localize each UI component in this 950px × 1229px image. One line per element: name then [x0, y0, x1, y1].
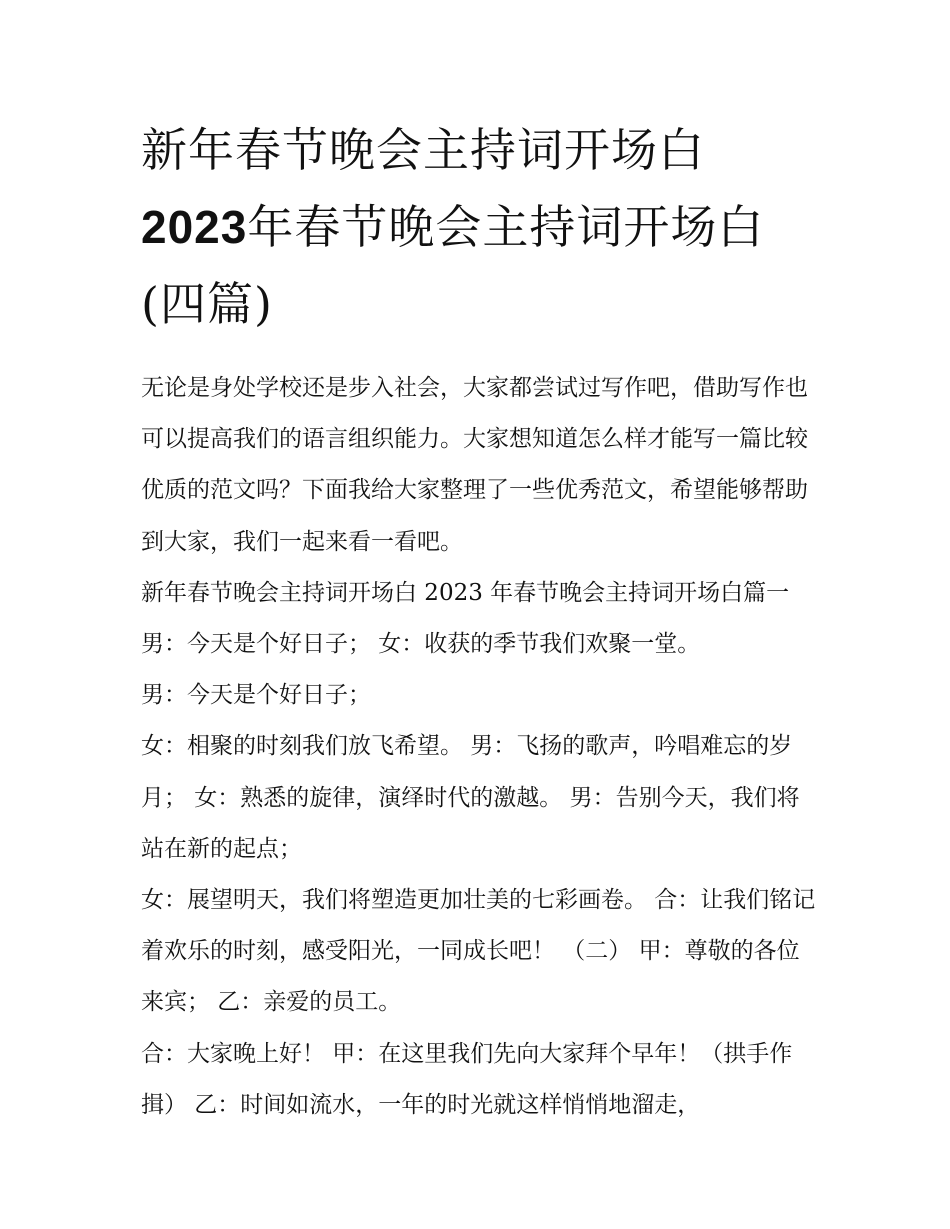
title-line-2-text: 年春节晚会主持词开场白 — [247, 200, 765, 254]
title-year: 2023 — [141, 201, 248, 253]
title-line-1: 新年春节晚会主持词开场白 — [141, 123, 705, 177]
paragraph-dialogue: 女：展望明天，我们将塑造更加壮美的七彩画卷。 合：让我们铭记着欢乐的时刻，感受阳光，一同成长吧！ （二） 甲：尊敬的各位来宾； 乙：亲爱的员工。 — [141, 887, 816, 1016]
paragraph-intro: 无论是身处学校还是步入社会，大家都尝试过写作吧，借助写作也可以提高我们的语言组织能力。大家想知道怎么样才能写一篇比较优质的范文吗？下面我给大家整理了一些优秀范文，希望能够帮助到大家，我们一起来看一看吧。 — [141, 375, 808, 555]
document-title — [141, 112, 821, 343]
paragraph-dialogue: 男：今天是个好日子； — [141, 682, 371, 709]
paragraph-section-heading: 新年春节晚会主持词开场白 2023 年春节晚会主持词开场白篇一 男：今天是个好日子； 女：收获的季节我们欢聚一堂。 — [141, 579, 790, 658]
document-page — [141, 112, 821, 1131]
title-line-3: (四篇) — [141, 277, 273, 331]
paragraph-dialogue: 女：相聚的时刻我们放飞希望。 男：飞扬的歌声，吟唱难忘的岁月； 女：熟悉的旋律，演绎时代的激越。 男：告别今天，我们将站在新的起点； — [141, 733, 800, 862]
document-body — [141, 363, 821, 1131]
title-line-2 — [141, 189, 821, 266]
paragraph-dialogue: 合：大家晚上好！ 甲：在这里我们先向大家拜个早年！（拱手作揖） 乙：时间如流水，一年的时光就这样悄悄地溜走， — [141, 1040, 793, 1118]
